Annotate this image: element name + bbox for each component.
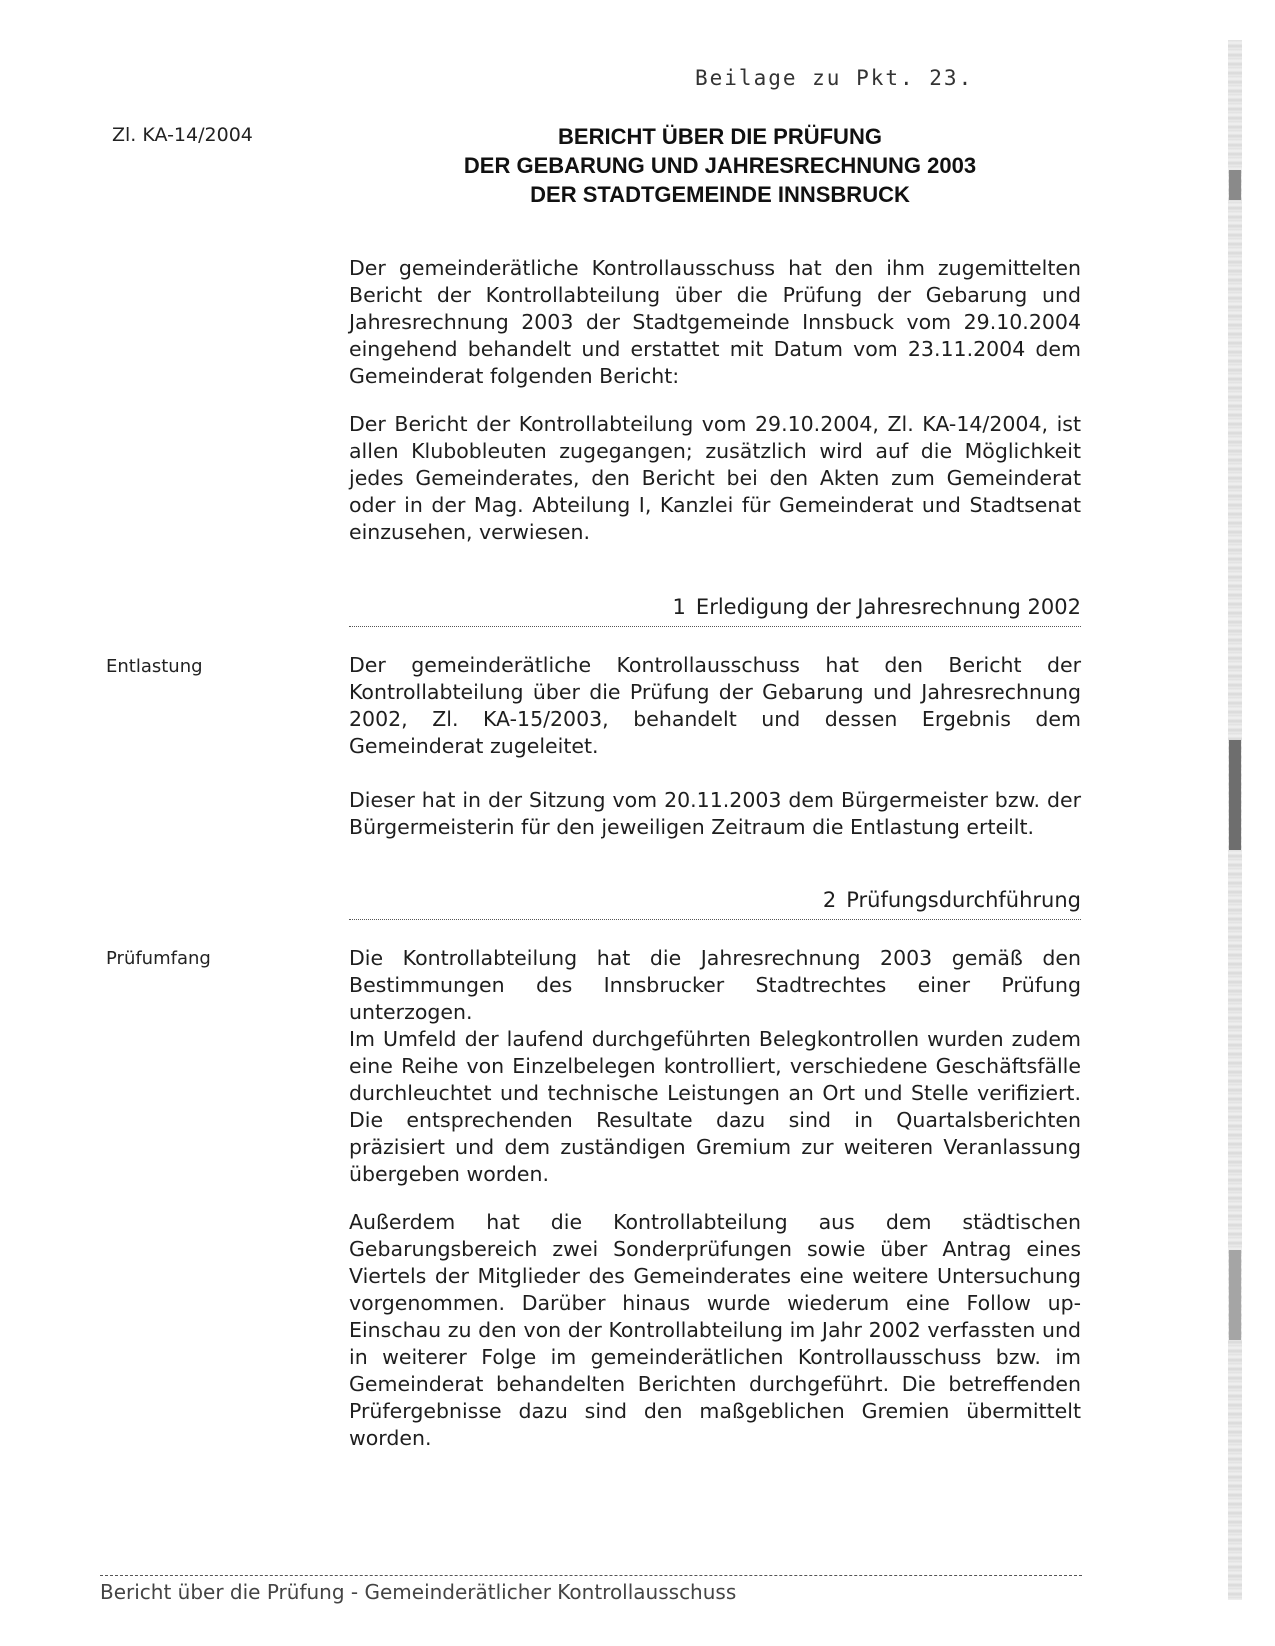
body-paragraph: Dieser hat in der Sitzung vom 20.11.2003 dem Bürgermeister bzw. der Bürgermeisterin für den jeweiligen Zeitraum die Entlastung erteilt.: [349, 788, 1081, 839]
footer-divider: [100, 1575, 1082, 1576]
section-heading: [349, 594, 1081, 627]
scan-mark: [1229, 1250, 1241, 1340]
intro-paragraph: Der gemeinderätliche Kontrollausschuss hat den ihm zugemittelten Bericht der Kontrollabteilung über die Prüfung der Gebarung und Jahresrechnung 2003 der Stadtgemeinde Innsbuck vom 29.10.2004 eingehend behandelt und erstattet mit Datum vom 23.11.2004 dem Gemeinderat folgenden Bericht:: [349, 256, 1081, 388]
title-line: BERICHT ÜBER DIE PRÜFUNG: [558, 124, 882, 149]
body-paragraph: Im Umfeld der laufend durchgeführten Belegkontrollen wurden zudem eine Reihe von Einzelbelegen kontrolliert, verschiedene Geschäftsfälle durchleuchtet und technische Leistungen an Ort und Stelle verifiziert. Die entsprechenden Resultate dazu sind in Quartalsberichten präzisiert und dem zuständigen Gremium zur weiteren Veranlassung übergeben worden.: [349, 1027, 1081, 1186]
intro-paragraph: Der Bericht der Kontrollabteilung vom 29.10.2004, Zl. KA-14/2004, ist allen Klubobleuten zugegangen; zusätzlich wird auf die Möglichkeit jedes Gemeinderates, den Bericht bei den Akten zum Gemeinderat oder in der Mag. Abteilung I, Kanzlei für Gemeinderat und Stadtsenat einzusehen, verwiesen.: [349, 412, 1081, 544]
margin-label: Prüfumfang: [106, 948, 211, 969]
body-paragraph: Der gemeinderätliche Kontrollausschuss hat den Bericht der Kontrollabteilung über die Prüfung der Gebarung und Jahresrechnung 2002, Zl. KA-15/2003, behandelt und dessen Ergebnis dem Gemeinderat zugeleitet.: [349, 653, 1081, 758]
reference-number: Zl. KA-14/2004: [112, 124, 253, 146]
attachment-note: Beilage zu Pkt. 23.: [695, 66, 974, 90]
section-title: Erledigung der Jahresrechnung 2002: [695, 595, 1081, 619]
section-heading: [349, 887, 1081, 920]
page-footer: [100, 1580, 1082, 1604]
scan-mark: [1229, 740, 1241, 850]
section-title: Prüfungsdurchführung: [846, 888, 1081, 912]
body-paragraph: Außerdem hat die Kontrollabteilung aus dem städtischen Gebarungsbereich zwei Sonderprüfungen sowie über Antrag eines Viertels der Mitglieder des Gemeinderates eine weitere Untersuchung vorgenommen. Darüber hinaus wurde wiederum eine Follow up-Einschau zu den von der Kontrollabteilung im Jahr 2002 verfassten und in weiterer Folge im gemeinderätlichen Kontrollausschuss bzw. im Gemeinderat behandelten Berichten durchgeführt. Die betreffenden Prüfergebnisse dazu sind den maßgeblichen Gremien übermittelt worden.: [349, 1210, 1081, 1450]
scan-mark: [1229, 170, 1241, 200]
footer-text: Bericht über die Prüfung - Gemeinderätlicher Kontrollausschuss: [100, 1580, 737, 1604]
title-line: DER STADTGEMEINDE INNSBRUCK: [530, 182, 910, 207]
body-paragraph: Die Kontrollabteilung hat die Jahresrechnung 2003 gemäß den Bestimmungen des Innsbrucker Stadtrechtes einer Prüfung unterzogen.: [349, 946, 1081, 1024]
section-number: 2: [822, 888, 837, 912]
margin-label: Entlastung: [106, 656, 203, 677]
section-number: 1: [672, 595, 686, 619]
report-title: [380, 122, 1060, 209]
title-line: DER GEBARUNG UND JAHRESRECHNUNG 2003: [463, 153, 977, 178]
